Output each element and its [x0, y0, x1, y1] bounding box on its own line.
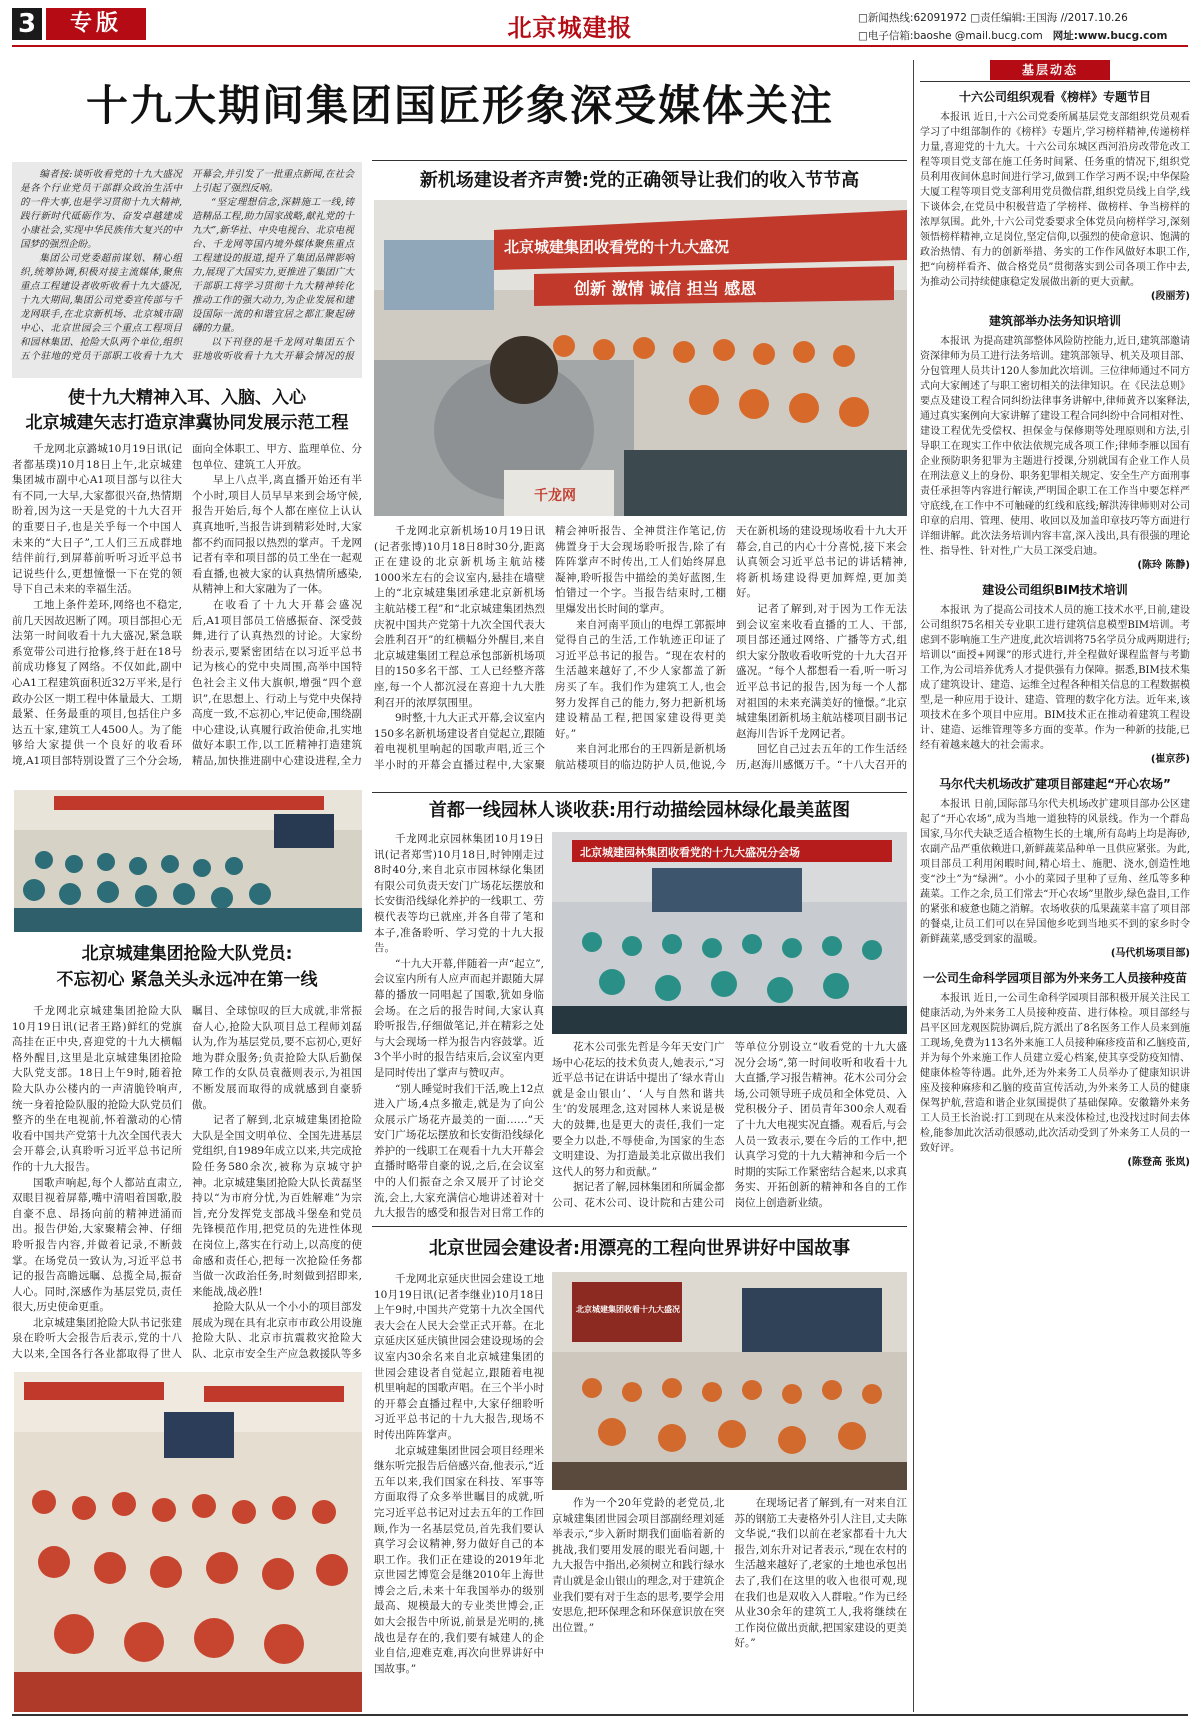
jichang-para: 记者了解到,对于因为工作无法到会议室来收看直播的工人、干部,项目部还通过网络、广播等方式,组织大家分散收看收听党的十九大召开盛况。“每个人都想看一看,听一听习近平总书记的报告,因为每一个人都对祖国的未来充满美好的憧憬。”北京城建集团新机场主航站楼项目副书记赵海川告诉千龙网记者。 [736, 602, 907, 740]
yuanlin-top-rule [372, 792, 907, 793]
shiyuan-para: 北京城建集团世园会项目经理米继东听完报告后倍感兴奋,他表示,“近五年以来,我们国家在科技、军事等方面取得了众多举世瞩目的成就,听完习近平总书记对过去五年的工作回顾,作为一名基层党员,首先我们要认真学习会议精神,努力做好自己的本职工作。我们正在建设的2019年北京世园艺博览会是继2010年上海世博会之后,未来十年我国举办的级别最高、规模最大的专业类世博会,正如大会报告中所说,前景是光明的,挑战也是存在的,我们要有城建人的企业自信,迎难克难,再次向世界讲好中国故事。” [374, 1444, 544, 1675]
sidebar-title: 基层动态 [990, 60, 1110, 80]
jichang-para: 来自河南平顶山的电焊工郭振坤觉得自己的生活,工作轨迹正印证了习近平总书记的报告。“现在农村的生活越来越好了,不少人家都盖了新房买了车。我们作为建筑工人,也会努力发挥自己的能力,努力把新机场建设精品工程,把国家建设得更美好。” [555, 618, 726, 740]
email: □电子信箱:baoshe @mail.bucg.com [858, 30, 1043, 42]
editor-note-para: “坚定理想信念,深耕施工一线,铸造精品工程,助力国家战略,献礼党的十九大”,新华社、中央电视台、北京电视台、千龙网等国内境外媒体聚焦重点工程建设的报道,提升了集团品牌影响力,展现了大国实力,更推进了集团广大干部职工将学习贯彻十九大精神转化推动工作的强大动力,为企业发展和建设国际一流的和谐宜居之都汇聚起磅礴的力量。 [192, 197, 354, 334]
sidebar-item-body: 本报讯 为提高建筑部整体风险防控能力,近日,建筑部邀请资深律师为员工进行法务培训。建筑部领导、机关及项目部、分包管理人员共计120人参加此次培训。三位律师通过不同方式向大家阐述了与职工密切相关的法律知识。在《民法总则》要点及建设工程合同纠纷法律事务讲解中,律师黄齐以案释法,通过真实案例向大家讲解了建设工程合同纠纷中合同相对性、建设工程优先受偿权、担保金与保修期等处理原则和方法,引导职工在现实工作中依法依规完成各项工作;律师李雁以国有企业预防职务犯罪为主题进行授课,分别就国有企业工作人员在刑法意义上的身份、职务犯罪相关规定、安全生产方面刑事责任承担等内容进行解读,严明国企职工在工作当中要怎样严守底线,在工作中不可触碰的红线和底线;解洪涛律师则对公司印章的启用、管理、使用、收回以及加盖印章技巧等方面进行详细讲解。此次法务培训内容丰富,深入浅出,具有很强的理论性、指导性、针对性,广大员工深受启迪。 [920, 336, 1190, 557]
yuanlin-para: 花木公司张先哲是今年天安门广场中心花坛的技术负责人,她表示,“习近平总书记在讲话中提出了‘绿水青山就是金山银山’、‘人与自然和谐共生’的发展理念,这对园林人来说是极大的鼓舞,也是更大的责任,我们一定要全力以赴,不辱使命,为国家的生态文明建设、为打造最美北京做出我们这代人的努力和贡献。” [552, 1041, 725, 1178]
sidebar-item [920, 775, 1190, 961]
sidebar-item-headline: 建设公司组织BIM技术培训 [982, 583, 1128, 597]
yuanlin-headline: 首都一线园林人谈收获:用行动描绘园林绿化最美蓝图 [428, 800, 851, 821]
page-number: 3 [12, 8, 42, 40]
editor-note-para: 集团公司党委超前谋划、精心组织,统筹协调,积极对接主流媒体,聚焦重点工程建设者收听收看十九大盛况,十九大期间,集团公司党委宣传部与千龙网联手,在北京新机场、北京城市副中心、北京世园会三个重点工程项目和园林集团、抢险大队两个单位,组织五个驻地的党员干部职工收看十九大开幕会,并引发了一批重点新闻,在社会上引起了强烈反响。 [20, 169, 354, 362]
shiyuan-top-rule [372, 1226, 907, 1227]
sidebar [920, 60, 1190, 1712]
qiangxian-para: 记者了解到,北京城建集团抢险大队是全国文明单位、全国先进基层党组织,自1989年成立以来,共完成抢险任务580余次,被称为京城守护神。北京城建集团抢险大队长黄磊坚持以“为市府分忧,为百姓解难”为宗旨,充分发挥党支部战斗堡垒和党员先锋模范作用,把党员的先进性体现在岗位上,落实在行动上,以高度的使命感和责任心,把每一次抢险任务都当做一次政治任务,时刻做到招即来,来能战,战必胜! [192, 1114, 362, 1298]
sidebar-item [920, 581, 1190, 767]
jichang-logo-text: 千龙网 [534, 488, 576, 504]
qiangxian-headline-2: 不忘初心 紧急关头永远冲在第一线 [56, 970, 318, 990]
shiyuan-para: 在现场记者了解到,有一对来自江苏的钢筋工夫妻格外引人注目,丈夫陈文华说,“我们以前在老家都看十九大报告,刘东升对记者表示,“现在农村的生活越来越好了,老家的土地也承包出去了,我们在这里的收入也很可观,现在我们也是双收入人群啦。”作为已经从业30余年的建筑工人,我将继续在工作岗位做出贡献,把国家建设的更美好。” [734, 1497, 907, 1650]
qiangxian-para: 千龙网北京城建集团抢险大队10月19日讯(记者王路)鲜红的党旗高挂在正中央,喜迎党的十九大横幅格外醒目,这里是北京城建集团抢险大队党支部。18日上午9时,随着抢险大队办公楼内的一声清脆铃响声,统一身着抢险队服的抢险大队党员们整齐的坐在电视前,怀着激动的心情收看中国共产党第十九次全国代表大会开幕会,认真聆听习近平总书记所作的十九大报告。 [12, 1005, 182, 1173]
sidebar-item-body: 本报讯 为了提高公司技术人员的施工技术水平,日前,建设公司组织75名相关专业职工进行建筑信息模型BIM培训。考虑到不影响施工生产进度,此次培训将75名学员分成两期进行;培训以“面授+网课”的形式进行,并全程做好课程监督与考勤工作,为公司培养优秀人才提供强有力保障。据悉,BIM技术集成了建筑设计、建造、运维全过程各种相关信息的工程数据模型,是一种应用于设计、建造、管理的数字化方法。近年来,该项技术在多个项目中应用。BIM技术正在推动着建筑工程设计、建造、运维管理等多方面的变革。作为一种新的技能,已经有着越来越大的社会需求。 [920, 605, 1190, 751]
sidebar-item-byline: (陈玲 陈静) [1137, 560, 1190, 571]
yuanlin-para: 千龙网北京园林集团10月19日讯(记者郑雪)10月18日,时钟刚走过8时40分,来自北京市园林绿化集团有限公司负责天安门广场花坛摆放和长安街沿线绿化养护的一线职工、劳模代表等均已就座,并各自带了笔和本子,准备聆听、学习党的十九大报告。 [374, 833, 544, 955]
shiyuan-banner-text: 北京城建集团收看十九大盛况 [576, 1305, 680, 1314]
fuxin-para: 在收看了十九大开幕会盛况后,A1项目部员工倍感振奋、深受鼓舞,进行了认真热烈的讨论。大家纷纷表示,要紧密团结在以习近平总书记为核心的党中央周围,高举中国特色社会主义伟大旗帜,增强“四个意识”,在思想上、行动上与党中央保持高度一致,不忘初心,牢记使命,围绕副中心建设,认真履行政治使命,扎实地做好本职工作,以工匠精神打造建筑精品,加快推进副中心建设进程,全力 [192, 598, 362, 767]
jichang-para: 千龙网北京新机场10月19日讯(记者张博)10月18日8时30分,距离正在建设的北京新机场主航站楼1000米左右的会议室内,悬挂在墙壁上的“北京城建集团承建北京新机场主航站楼工程”和“北京城建集团热烈庆祝中国共产党第十九次全国代表大会胜利召开”的红横幅分外醒目,来自北京城建集团工程总承包部新机场项目的150多名干部、工人已经整齐落座,每一个人都沉浸在喜迎十九大胜利召开的浓厚氛围里。 [374, 525, 545, 709]
jichang-banner-text: 北京城建集团收看党的十九大盛况 [504, 238, 730, 256]
sidebar-title-bar [920, 60, 1190, 82]
sidebar-item-headline: 十六公司组织观看《榜样》专题节目 [958, 90, 1151, 104]
jichang-para: 9时整,十九大正式开幕,会议室内150多名新机场建设者自觉起立,跟随着电视机里响起的国歌声唱,近三个半小时的开幕会直播过程中,大家聚精会神听报告、全神贯注作笔记,仿佛置身于大会现场聆听报告,除了有阵阵掌声不时传出,工人们始终屏息凝神,聆听报告中描绘的美好蓝图,生怕错过一个字。当报告结束时,工棚里爆发出长时间的掌声。 [374, 525, 726, 771]
jichang-headline: 新机场建设者齐声赞:党的正确领导让我们的收入节节高 [419, 170, 860, 191]
masthead [0, 0, 1200, 48]
jichang-para: 来自河北邢台的王四新是新机场航站楼项目的临边防护人员,他说,今天在新机场的建设现场收看十九大开幕会,自己的内心十分喜悦,接下来会认真领会习近平总书记的讲话精神,将新机场建设得更加辉煌,更加美好。 [555, 525, 907, 771]
sidebar-item-byline: (马代机场项目部) [1110, 948, 1190, 959]
shiyuan-body-right [552, 1496, 907, 1712]
qiangxian-headline-1: 北京城建集团抢险大队党员: [81, 944, 293, 964]
section-tag: 专版 [46, 8, 146, 40]
sidebar-item [920, 969, 1190, 1170]
shiyuan-photo [552, 1272, 907, 1490]
fuxin-headline-1: 使十九大精神入耳、入脑、入心 [68, 388, 306, 408]
qiangxian-body [12, 1004, 362, 1364]
sidebar-item-body: 本报讯 近日,十六公司党委所属基层党支部组织党员观看学习了中组部制作的《榜样》专题片,学习榜样精神,传递榜样力量,喜迎党的十九大。十六公司东城区西河沿房改带危改工程等项目党支部在施工任务时间紧、任务重的情况下,组织党员利用夜间休息时间进行学习,做到工作学习两不误;中华保险大厦工程等项目党支部利用党员微信群,组织党员线上自学,线下谈体会,在党员中积极营造了学榜样、做榜样、争当榜样的浓厚氛围。此外,十六公司党委要求全体党员向榜样学习,深刻领悟榜样精神,立足岗位,坚定信仰,以强烈的使命意识、饱满的政治热情、有力的创新举措、务实的工作作风做好本职工作,把“向榜样看齐、做合格党员”贯彻落实到公司各项工作中去,为推动公司持续健康稳定发展做出新的更大贡献。 [920, 112, 1190, 288]
fuxin-photo [14, 790, 362, 932]
editor-note-para: 以下刊登的是千龙网对集团五个驻地收听收看十九大开幕会情况的报 [192, 337, 354, 362]
shiyuan-body-left [374, 1272, 544, 1712]
fuxin-para: 早上八点半,离直播开始还有半个小时,项目人员早早来到会场守候,报告开始后,每个人都在座位上认认真真地听,当报告讲到精彩处时,大家都不约而同报以热烈的掌声。千龙网记者有幸和项目部的员工坐在一起观看直播,也被大家的认真热情所感染,从精神上和大家融为了一体。 [192, 474, 362, 596]
yuanlin-body-right [552, 1040, 907, 1220]
fuxin-para: 千龙网北京潞城10月19日讯(记者都基璞)10月18日上午,北京城建集团城市副中心A1项目部与以往大有不同,一大早,大家都很兴奋,热情期盼着,因为这一天是党的十九大召开的重要日子,也是关乎每一个中国人未来的“大日子”,工人们三五成群地结伴前行,到屏幕前听听习近平总书记说些什么,更想憧憬一下在党的领导下自己未来的幸福生活。 [12, 443, 182, 596]
yuanlin-para: 据记者了解,园林集团和所属金都公司、花木公司、设计院和古建公司等单位分别设立“收看党的十九大盛况分会场”,第一时间收听和收看十九大直播,学习报告精神。花木公司分会场,公司领导班子成员和全体党员、入党积极分子、团员青年300余人观看了十九大电视实况直播。观看后,与会人员一致表示,要在今后的工作中,把认真学习党的十九大精神和今后一个时期的实际工作紧密结合起来,以求真务实、开拓创新的精神和各自的工作岗位上创造新业绩。 [552, 1041, 907, 1209]
sidebar-item [920, 312, 1190, 573]
sidebar-item [920, 88, 1190, 304]
sidebar-item-byline: (崔京莎) [1150, 754, 1190, 765]
website: 网址:www.bucg.com [1052, 30, 1168, 42]
yuanlin-para: “别人睡觉时我们干活,晚上12点进入广场,4点多撤走,就是为了向公众展示广场花卉最美的一面……”天安门广场花坛摆放和长安街沿线绿化养护的一线职工在观看十九大开幕会直播时略带自豪的说,之后,在会议室中的人们振奋之余又展开了讨论交流,会上,大家充满信心地讲述着对十九大报告的感受和报告对日常工作的 [374, 1082, 544, 1220]
qiangxian-para: 国歌声响起,每个人都站直肃立,双眼目视着屏幕,嘴中清唱着国歌,股自豪不息、昂扬向前的精神迸涌而出。报告伊始,大家聚精会神、仔细聆听报告内容,并做着记录,不断鼓掌。在场党员一致认为,习近平总书记的报告高瞻远瞩、总揽全局,振奋人心。同时,深感作为基层党员,责任很大,历史使命更重。 [12, 1176, 182, 1314]
shiyuan-para: 千龙网北京延庆世园会建设工地10月19日讯(记者李继业)10月18日上午9时,中国共产党第十九次全国代表大会在人民大会堂正式开幕。在北京延庆区延庆镇世园会建设现场的会议室内30余名来自北京城建集团的世园会建设者自觉起立,跟随着电视机里响起的国歌声唱。在三个半小时的开幕会直播过程中,大家仔细聆听习近平总书记的十九大报告,现场不时传出阵阵掌声。 [374, 1273, 544, 1441]
yuanlin-body-left [374, 832, 544, 1220]
editor-note [12, 162, 362, 378]
shiyuan-headline: 北京世园会建设者:用漂亮的工程向世界讲好中国故事 [428, 1238, 851, 1259]
qiangxian-para: 北京城建集团抢险大队书记张建泉在聆听大会报告后表示,党的十八大以来,全国各行各业都取得了世人瞩目、全球惊叹的巨大成就,非常振奋人心,抢险大队项目总工程师刘磊认为,作为基层党员,要不忘初心,更好地为群众服务;负责抢险大队后勤保障工作的女队员袁薇则表示,为祖国不断发展而取得的成就感到自豪骄傲。 [12, 1005, 362, 1361]
sidebar-item-body: 本报讯 近日,一公司生命科学园项目部积极开展关注民工健康活动,为外来务工人员接种疫苗、进行体检。项目部经与昌平区回龙观医院协调后,院方派出了8名医务工作人员来到施工现场,免费为113名外来施工人员接种麻疹疫苗和乙脑疫苗,并为每个外来施工作人员建立爱心档案,使其享受防疫知情、健康体检等待遇。此外,还为外来务工人员举办了健康知识讲座及接种麻疹和乙脑的疫苗宣传活动,为外来务工人员的健康保驾护航,营造和谐企业氛围提供了基础保障。安徽籍外来务工人员王长治说:打工到现在从来没体检过,也没找过时间去体检,能参加此次活动很感动,此次活动受到了外来务工人员的一致好评。 [920, 993, 1190, 1154]
shiyuan-para: 作为一个20年党龄的老党员,北京城建集团世园会项目部副经理刘延举表示,“步入新时期我们面临着新的挑战,我们要用发展的眼光看问题,十九大报告中指出,必须树立和践行绿水青山就是金山银山的理念,对于建筑企业我们要有对于生态的思考,要学会用安思危,把环保理念和环保意识放在突出位置。” [552, 1497, 725, 1634]
sidebar-item-byline: (段丽芳) [1150, 291, 1190, 302]
qiangxian-photo [14, 1372, 362, 1712]
sidebar-item-headline: 马尔代夫机场改扩建项目部建起“开心农场” [939, 777, 1171, 791]
paper-name: 北京城建报 [507, 13, 633, 42]
hotline: □新闻热线:62091972 [858, 12, 967, 24]
jichang-photo [374, 200, 907, 516]
yuanlin-banner-text: 北京城建园林集团收看党的十九大盛况分会场 [580, 846, 800, 859]
qiangxian-para: 抢险大队从一个小小的项目部发展成为现在具有北京市市政公用设施抢险大队、北京市抗震救灾抢险大队、北京市安全生产应急救援队等多 [192, 1301, 362, 1361]
issue-date: //2017.10.26 [1060, 12, 1128, 24]
masthead-info [858, 9, 1198, 45]
jichang-slogan-text: 创新 激情 诚信 担当 感恩 [574, 279, 757, 298]
editor-note-para: 编者按:谈听收看党的十九大盛况是各个行业党员干部群众政治生活中的一件大事,也是学习贯彻十九大精神,践行新时代砥砺作为、奋发卓越建成小康社会,实现中华民族伟大复兴的中国梦的强烈企盼。 [20, 169, 182, 250]
jichang-para: 回忆自己过去五年的工作生活经历,赵海川感慨万千。“十八大召开的 [736, 743, 907, 771]
yuanlin-photo [552, 832, 907, 1034]
fuxin-para: 工地上条件差环,网络也不稳定,前几天因故迟断了网。项目部担心无法第一时间收看十九大盛况,紧急联系宽带公司进行抢修,终于赶在18号前成功修复了网络。不仅如此,副中心A1工程建筑面积近32万平米,是行政办公区一期工程中体量最大、工期最紧、任务最重的项目,包括住户多达五十家,建筑工人4500人。为了能够给大家提供一个良好的收看环境,A1项目部特别设置了三个分会场,面向全体职工、甲方、监理单位、分包单位、建筑工人开放。 [12, 443, 362, 767]
bottom-rule [12, 1714, 1188, 1716]
editor: □责任编辑:王国海 [970, 12, 1058, 24]
sidebar-item-byline: (陈登高 张岚) [1127, 1157, 1190, 1168]
yuanlin-para: “十九大开幕,伴随着一声“起立”,会议室内所有人应声而起并跟随大屏幕的播放一同唱起了国歌,犹如身临会场。在之后的报告时间,大家认真聆听报告,仔细做笔记,并在精彩之处与大会现场一样为报告内容鼓掌。近3个半小时的报告结束后,会议室内更是同时传出了掌声与赞叹声。 [374, 957, 544, 1079]
sidebar-item-headline: 一公司生命科学园项目部为外来务工人员接种疫苗 [922, 971, 1187, 985]
jichang-body [374, 524, 907, 786]
sidebar-item-body: 本报讯 日前,国际部马尔代夫机场改扩建项目部办公区建起了“开心农场”,成为当地一道独特的风景线。作为一个群岛国家,马尔代夫缺乏适合植物生长的土壤,所有岛屿上均是海砂,农副产品严重依赖进口,新鲜蔬菜品种单一且供应紧张。为此,项目部员工利用闲暇时间,精心培土、施肥、浇水,创造性地变“沙土”为“绿洲”。小小的菜园子里种了豆角、丝瓜等多种蔬菜。工作之余,员工们常去“开心农场”里散步,绿色盎目,工作的紧张和疲惫也随之消解。农场收获的瓜果蔬菜丰富了项目部的餐桌,让员工们可以在异国他乡吃到当地买不到的家乡时令新鲜蔬菜,感受到家的温暖。 [920, 799, 1190, 945]
fuxin-headline-2: 北京城建矢志打造京津冀协同发展示范工程 [25, 413, 349, 433]
masthead-rule [12, 45, 1188, 47]
jichang-top-rule [372, 160, 907, 161]
main-headline: 十九大期间集团国匠形象深受媒体关注 [85, 81, 834, 130]
sidebar-divider [913, 60, 914, 1712]
fuxin-body [12, 442, 362, 782]
sidebar-item-headline: 建筑部举办法务知识培训 [988, 314, 1121, 328]
